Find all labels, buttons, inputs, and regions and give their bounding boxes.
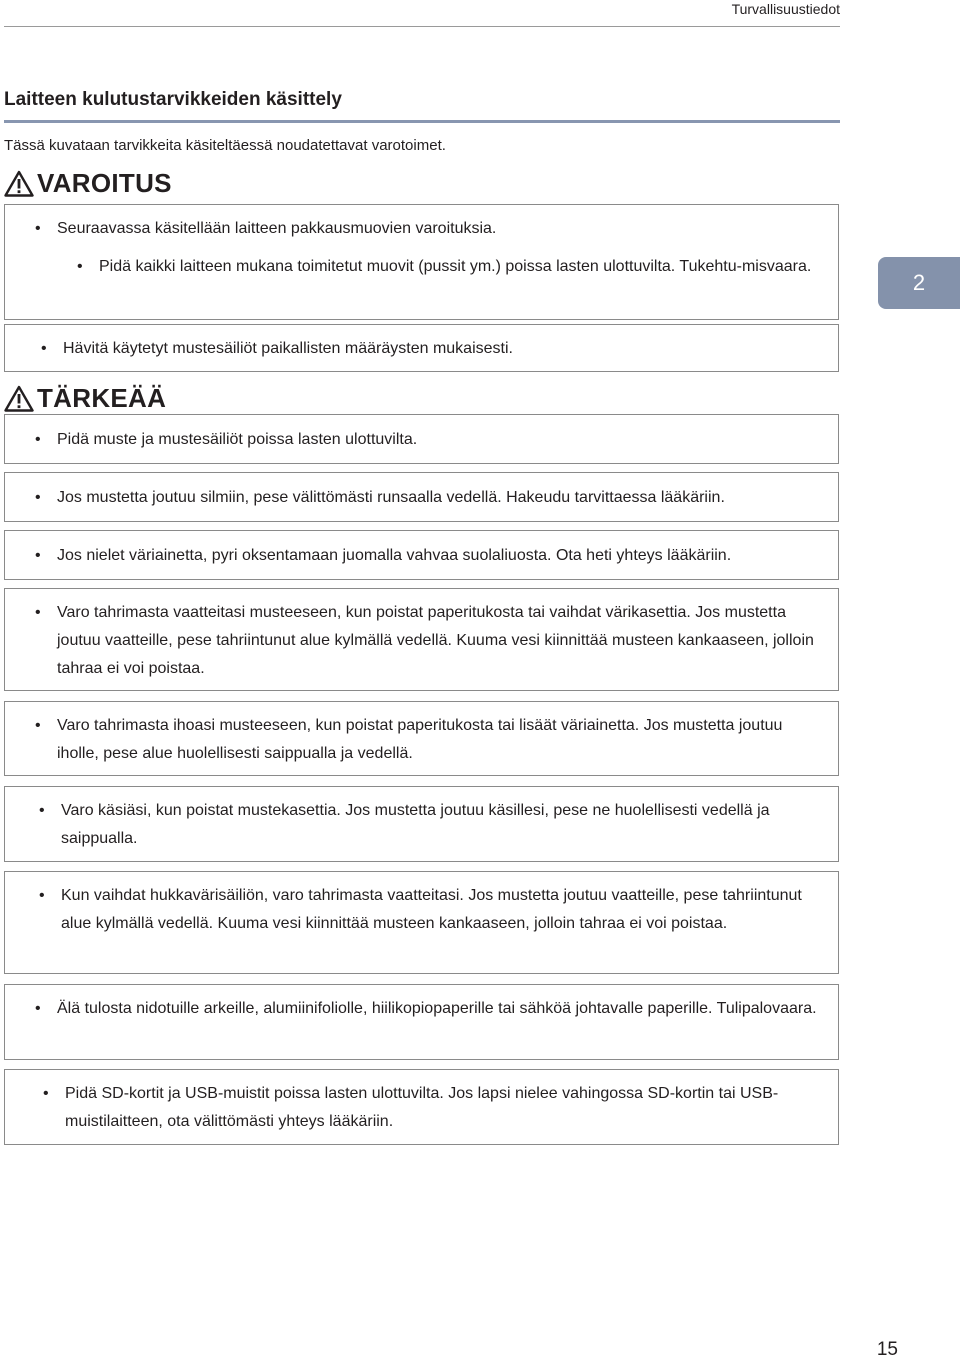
section-title: Laitteen kulutustarvikkeiden käsittely [4, 89, 342, 110]
list-item-text: Jos mustetta joutuu silmiin, pese välittömästi runsaalla vedellä. Hakeudu tarvittaessa lääkäriin. [57, 489, 725, 506]
bullet-icon: • [39, 802, 45, 819]
important-box-7 [4, 871, 839, 974]
warning-label [4, 168, 172, 199]
list-item-text: Pidä muste ja mustesäiliöt poissa lasten ulottuvilta. [57, 431, 418, 448]
header-divider [4, 26, 840, 27]
important-box-6 [4, 786, 839, 862]
bullet-icon: • [39, 887, 45, 904]
running-header: Turvallisuustiedot [731, 1, 840, 17]
important-box-2 [4, 472, 839, 522]
list-item [35, 542, 835, 570]
bullet-icon: • [41, 340, 47, 357]
list-item-text: Jos nielet väriainetta, pyri oksentamaan juomalla vahvaa suolaliuosta. Ota heti yhteys lääkäriin. [57, 547, 732, 564]
list-item [41, 335, 831, 363]
list-item [35, 995, 830, 1023]
sub-list-item [77, 253, 822, 281]
bullet-icon: • [35, 604, 41, 621]
list-item-text: Hävitä käytetyt mustesäiliöt paikallisten määräysten mukaisesti. [63, 340, 513, 357]
list-item [35, 599, 825, 683]
important-box-8 [4, 984, 839, 1060]
chapter-tab: 2 [878, 257, 960, 309]
list-item [39, 882, 829, 938]
important-box-5 [4, 701, 839, 776]
warning-label-text: VAROITUS [37, 168, 172, 198]
intro-text: Tässä kuvataan tarvikkeita käsiteltäessä noudatettavat varotoimet. [4, 137, 446, 154]
caution-triangle-icon [4, 385, 34, 412]
bullet-icon: • [43, 1085, 49, 1102]
important-label [4, 383, 166, 414]
list-item [35, 426, 825, 454]
warning-box-disposal [4, 324, 839, 372]
list-item-text: Varo käsiäsi, kun poistat mustekasettia. Jos mustetta joutuu käsillesi, pese ne huolellisesti vedellä ja saippualla. [61, 802, 770, 847]
bullet-icon: • [35, 1000, 41, 1017]
title-divider [4, 120, 840, 123]
list-item [39, 797, 831, 853]
list-item [35, 484, 835, 512]
list-item-text: Pidä SD-kortit ja USB-muistit poissa lasten ulottuvilta. Jos lapsi nielee vahingossa SD-kortin tai USB-muistilaitteen, ota välittömästi yhteys lääkäriin. [65, 1085, 779, 1130]
list-item [35, 712, 825, 768]
important-box-1 [4, 414, 839, 464]
bullet-icon: • [35, 547, 41, 564]
page-number: 15 [876, 1339, 898, 1360]
list-item-text: Älä tulosta nidotuille arkeille, alumiinifoliolle, hiilikopiopaperille tai sähköä johtavalle paperille. Tulipalovaara. [57, 1000, 817, 1017]
important-label-text: TÄRKEÄÄ [37, 383, 167, 413]
bullet-icon: • [35, 489, 41, 506]
important-box-9 [4, 1069, 839, 1145]
list-item-text: Seuraavassa käsitellään laitteen pakkausmuovien varoituksia. [57, 220, 497, 237]
warning-box-packaging [4, 204, 839, 320]
warning-triangle-icon [4, 170, 34, 197]
bullet-icon: • [35, 431, 41, 448]
list-item-text: Varo tahrimasta ihoasi musteeseen, kun poistat paperitukosta tai lisäät väriainetta. Jos mustetta joutuu iholle, pese alue huolellisesti saippualla ja vedellä. [57, 717, 783, 762]
important-box-3 [4, 530, 839, 580]
bullet-icon: • [35, 220, 41, 237]
list-item [43, 1080, 833, 1136]
list-item-text: Kun vaihdat hukkavärisäiliön, varo tahrimasta vaatteitasi. Jos mustetta joutuu vaatteille, pese tahriintunut alue kylmällä vedellä. Kuuma vesi kiinnittää musteen kankaaseen, jolloin tahraa ei voi poistaa. [61, 887, 802, 932]
list-item [35, 215, 825, 243]
sub-list-item-text: Pidä kaikki laitteen mukana toimitetut muovit (pussit ym.) poissa lasten ulottuvilta. Tukehtu-misvaara. [99, 258, 812, 275]
important-box-4 [4, 588, 839, 691]
bullet-icon: • [77, 258, 83, 275]
list-item-text: Varo tahrimasta vaatteitasi musteeseen, kun poistat paperitukosta tai vaihdat värikasettia. Jos mustetta joutuu vaatteille, pese tahriintunut alue kylmällä vedellä. Kuuma vesi kiinnittää musteen kankaaseen, jolloin tahraa ei voi poistaa. [57, 604, 814, 677]
bullet-icon: • [35, 717, 41, 734]
